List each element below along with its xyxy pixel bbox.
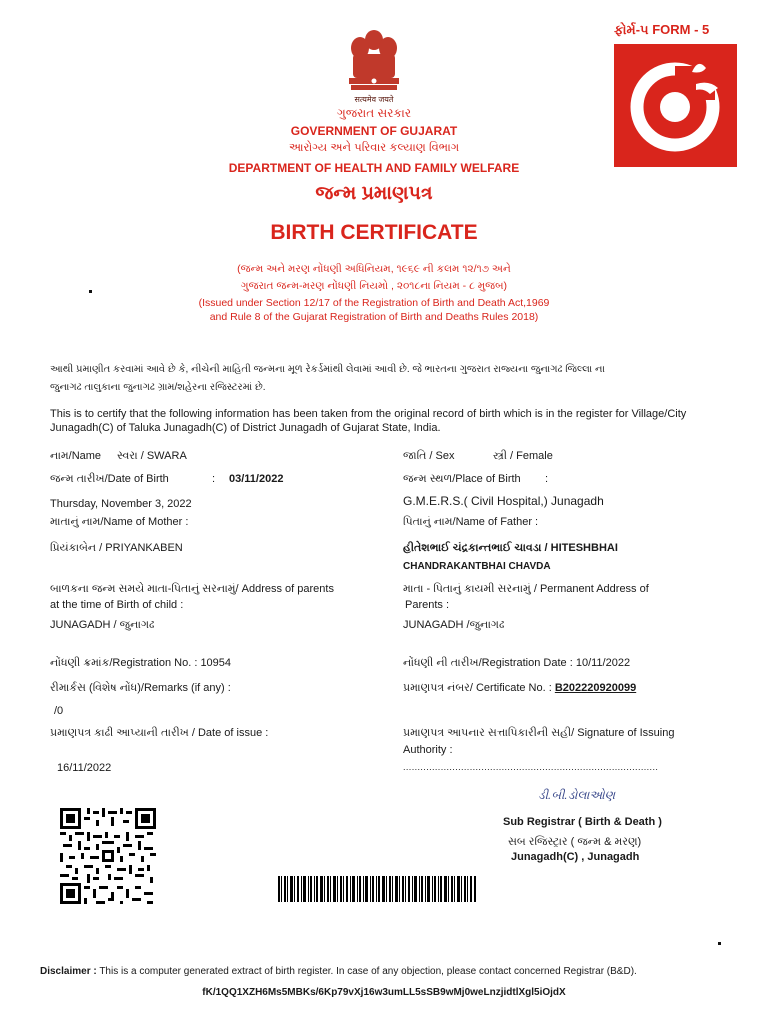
reg-date-label: નોંધણી ની તારીખ/Registration Date : [403,657,573,669]
addr-birth-label-1: બાળકના જન્મ સમયે માતા-પિતાનું સરનામું/ Address of parents [50,583,334,595]
remarks-value: /0 [54,705,64,717]
dot-mark [89,290,92,293]
title-guj: જન્મ પ્રમાણપત્ર [315,183,433,204]
addr-perm-label-1: માતા - પિતાનું કાયમી સરનામું / Permanent Address of [403,583,649,595]
pob-colon: : [545,473,549,485]
reg-no-value: 10954 [200,657,232,669]
qr-code-icon [60,808,156,904]
dob-label: જન્મ તારીખ/Date of Birth [50,473,169,485]
national-emblem [343,26,405,104]
pob-value: G.M.E.R.S.( Civil Hospital,) Junagadh [403,494,604,508]
addr-perm-value: JUNAGADH /જુનાગઢ [403,619,505,631]
certify-guj-2: જુનાગઢ તાલુકાના જુનાગઢ ગ્રામ/શહેરના રજિસ્ટરમાં છે. [50,382,266,393]
reg-date-value: 10/11/2022 [575,657,631,669]
dob-colon: : [212,473,216,485]
dept-guj: આરોગ્ય અને પરિવાર કલ્યાણ વિભાગ [288,142,460,154]
dot-mark-2 [718,942,721,945]
father-value-en-1: / HITESHBHAI [544,542,618,554]
disclaimer-label: Disclaimer : [40,966,97,977]
father-value [403,540,618,557]
health-dept-logo [614,44,737,167]
cert-no-label: પ્રમાણપત્ર નંબર/ Certificate No. : [403,682,552,694]
reg-no-label: નોંધણી ક્રમાંક/Registration No. : [50,657,198,669]
addr-birth-label-2: at the time of Birth of child : [50,599,184,611]
title-en: BIRTH CERTIFICATE [270,221,478,244]
disclaimer-text: This is a computer generated extract of birth register. In case of any objection, please contact concerned Registrar (B&D). [99,966,637,977]
certify-en-1: This is to certify that the following information has been taken from the original record of birth which is in the register for Village/City [50,408,687,420]
barcode [278,876,476,902]
gov-guj: ગુજરાત સરકાર [336,106,412,120]
registrar-title-en: Sub Registrar ( Birth & Death ) [503,816,662,828]
issue-value: 16/11/2022 [57,762,112,774]
form-label-en: FORM - 5 [652,22,710,37]
lion-capital-icon [343,26,405,104]
sex-label: જાતિ / Sex [403,450,455,462]
health-dept-logo-icon [614,44,737,167]
cert-no [403,680,636,697]
cert-no-value: B202220920099 [554,682,637,694]
dob-value: 03/11/2022 [229,473,284,485]
name-label: નામ/Name [50,450,102,462]
father-value-en-2: CHANDRAKANTBHAI CHAVDA [403,561,551,572]
reg-no [50,655,231,672]
father-label: પિતાનું નામ/Name of Father : [403,516,539,528]
certify-en-2: Junagadh(C) of Taluka Junagadh(C) of District Junagadh of Gujarat State, India. [50,422,441,434]
barcode-icon [278,876,476,902]
sex-value: સ્ત્રી / Female [493,450,553,462]
father-value-guj: હીતેશભાઈ ચંદ્રકાન્તભાઈ ચાવડા [403,542,542,554]
mother-label: માતાનું નામ/Name of Mother : [50,516,189,528]
registrar-location: Junagadh(C) , Junagadh [511,851,640,863]
emblem-motto: सत्यमेव जयते [354,95,394,104]
act-en-2: and Rule 8 of the Gujarat Registration of Birth and Deaths Rules 2018) [209,311,539,323]
remarks-label: રીમાર્કસ (વિશેષ નોંધ)/Remarks (if any) : [50,682,231,694]
dept-en: DEPARTMENT OF HEALTH AND FAMILY WELFARE [228,161,520,175]
act-guj-2: ગુજરાત જન્મ-મરણ નોંધણી નિયમો , ૨૦૧૮ના નિયમ - ૮ મુજબ) [240,280,508,292]
reg-date [403,655,630,672]
addr-birth-value: JUNAGADH / જુનાગઢ [50,619,155,631]
disclaimer [40,966,740,977]
certify-guj-1: આથી પ્રમાણીત કરવામાં આવે છે કે, નીચેની માહિતી જન્મના મૂળ રેકર્ડમાંથી લેવામાં આવી છે. જે ભારતના ગુજરાત રાજ્યના જુનાગઢ જિલ્લા ના [50,364,605,375]
pob-label: જન્મ સ્થળ/Place of Birth [403,473,521,485]
act-en-1: (Issued under Section 12/17 of the Registration of Birth and Death Act,1969 [198,297,550,309]
form-label-guj: ફોર્મ-૫ [614,22,649,37]
form-label [614,22,709,38]
qr-code [60,808,156,904]
registrar-title-guj: સબ રજિસ્ટ્રાર ( જન્મ & મરણ) [508,836,642,848]
issue-label: પ્રમાણપત્ર કાઢી આપ્યાની તારીખ / Date of issue : [50,727,269,739]
addr-perm-label-2: Parents : [405,599,450,611]
dob-words: Thursday, November 3, 2022 [50,498,192,510]
gov-en: GOVERNMENT OF GUJARAT [290,124,458,138]
sign-dots: ........................................................................................ [403,762,659,772]
sign-label-2: Authority : [403,744,453,756]
sign-label-1: પ્રમાણપત્ર આપનાર સત્તાપિકારીની સહી/ Signature of Issuing [403,727,675,739]
act-guj-1: (જન્મ અને મરણ નોંધણી અધિનિયમ, ૧૯૬૯ ની કલમ ૧૨/૧૭ અને [237,263,511,275]
hash-code: fK/1QQ1XZH6Ms5MBKs/6Kp79vXj16w3umLL5sSB9wMj0weLnzjidtlXgl5iOjdX [202,987,566,998]
name-value: સ્વરા / SWARA [117,450,187,462]
registrar-signature: ડી.બી.ડોલાઓણ [538,788,616,802]
mother-value: પ્રિયંકાબેન / PRIYANKABEN [50,542,183,554]
